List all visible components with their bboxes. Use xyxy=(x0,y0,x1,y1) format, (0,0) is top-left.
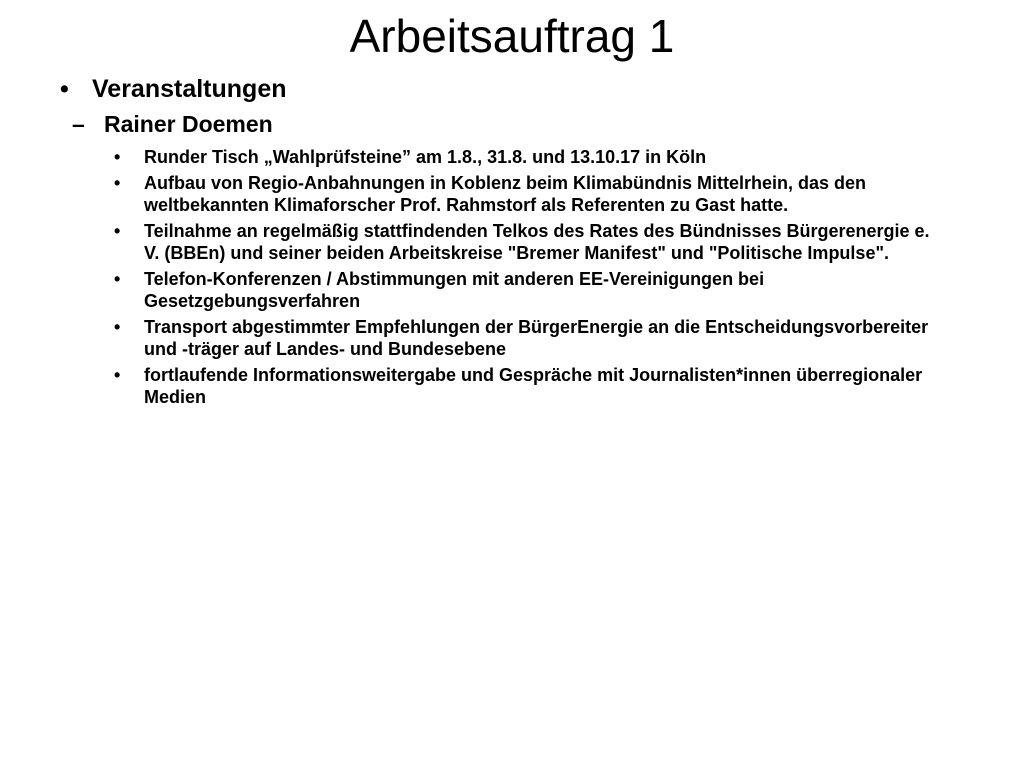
list-item xyxy=(114,146,944,168)
list-item xyxy=(114,268,944,312)
list-item-text: Aufbau von Regio-Anbahnungen in Koblenz beim Klimabündnis Mittelrhein, das den weltbekannten Klimaforscher Prof. Rahmstorf als Referenten zu Gast hatte. xyxy=(144,173,867,215)
bullet-level3-list xyxy=(114,146,944,412)
list-item xyxy=(114,220,944,264)
bullet-dot-icon: • xyxy=(114,147,121,167)
list-item-text: fortlaufende Informationsweitergabe und Gespräche mit Journalisten*innen überregionaler Medien xyxy=(144,365,923,407)
list-item xyxy=(114,172,944,216)
bullet-dash-icon: – xyxy=(72,111,85,137)
bullet-level1 xyxy=(60,74,960,104)
slide-title: Arbeitsauftrag 1 xyxy=(349,10,675,62)
bullet-dot-icon: • xyxy=(114,365,121,385)
bullet-dot-icon: • xyxy=(114,173,121,193)
bullet-dot-icon: • xyxy=(114,221,121,241)
list-item-text: Transport abgestimmter Empfehlungen der BürgerEnergie an die Entscheidungsvorbereiter und -träger auf Landes- und Bundesebene xyxy=(144,317,929,359)
bullet-dot-icon: • xyxy=(114,317,121,337)
list-item-text: Telefon-Konferenzen / Abstimmungen mit anderen EE-Vereinigungen bei Gesetzgebungsverfahren xyxy=(144,269,765,311)
list-item-text: Teilnahme an regelmäßig stattfindenden Telkos des Rates des Bündnisses Bürgerenergie e. V. (BBEn) und seiner beiden Arbeitskreise "Bremer Manifest" und "Politische Impulse". xyxy=(144,221,930,263)
list-item xyxy=(114,316,944,360)
list-item xyxy=(114,364,944,408)
bullet-level1-text: Veranstaltungen xyxy=(92,75,287,103)
bullet-level2 xyxy=(72,110,972,138)
bullet-level2-text: Rainer Doemen xyxy=(104,111,273,137)
bullet-dot-icon: • xyxy=(114,269,121,289)
list-item-text: Runder Tisch „Wahlprüfsteine” am 1.8., 31.8. und 13.10.17 in Köln xyxy=(144,147,707,167)
bullet-dot-icon: • xyxy=(60,75,69,103)
